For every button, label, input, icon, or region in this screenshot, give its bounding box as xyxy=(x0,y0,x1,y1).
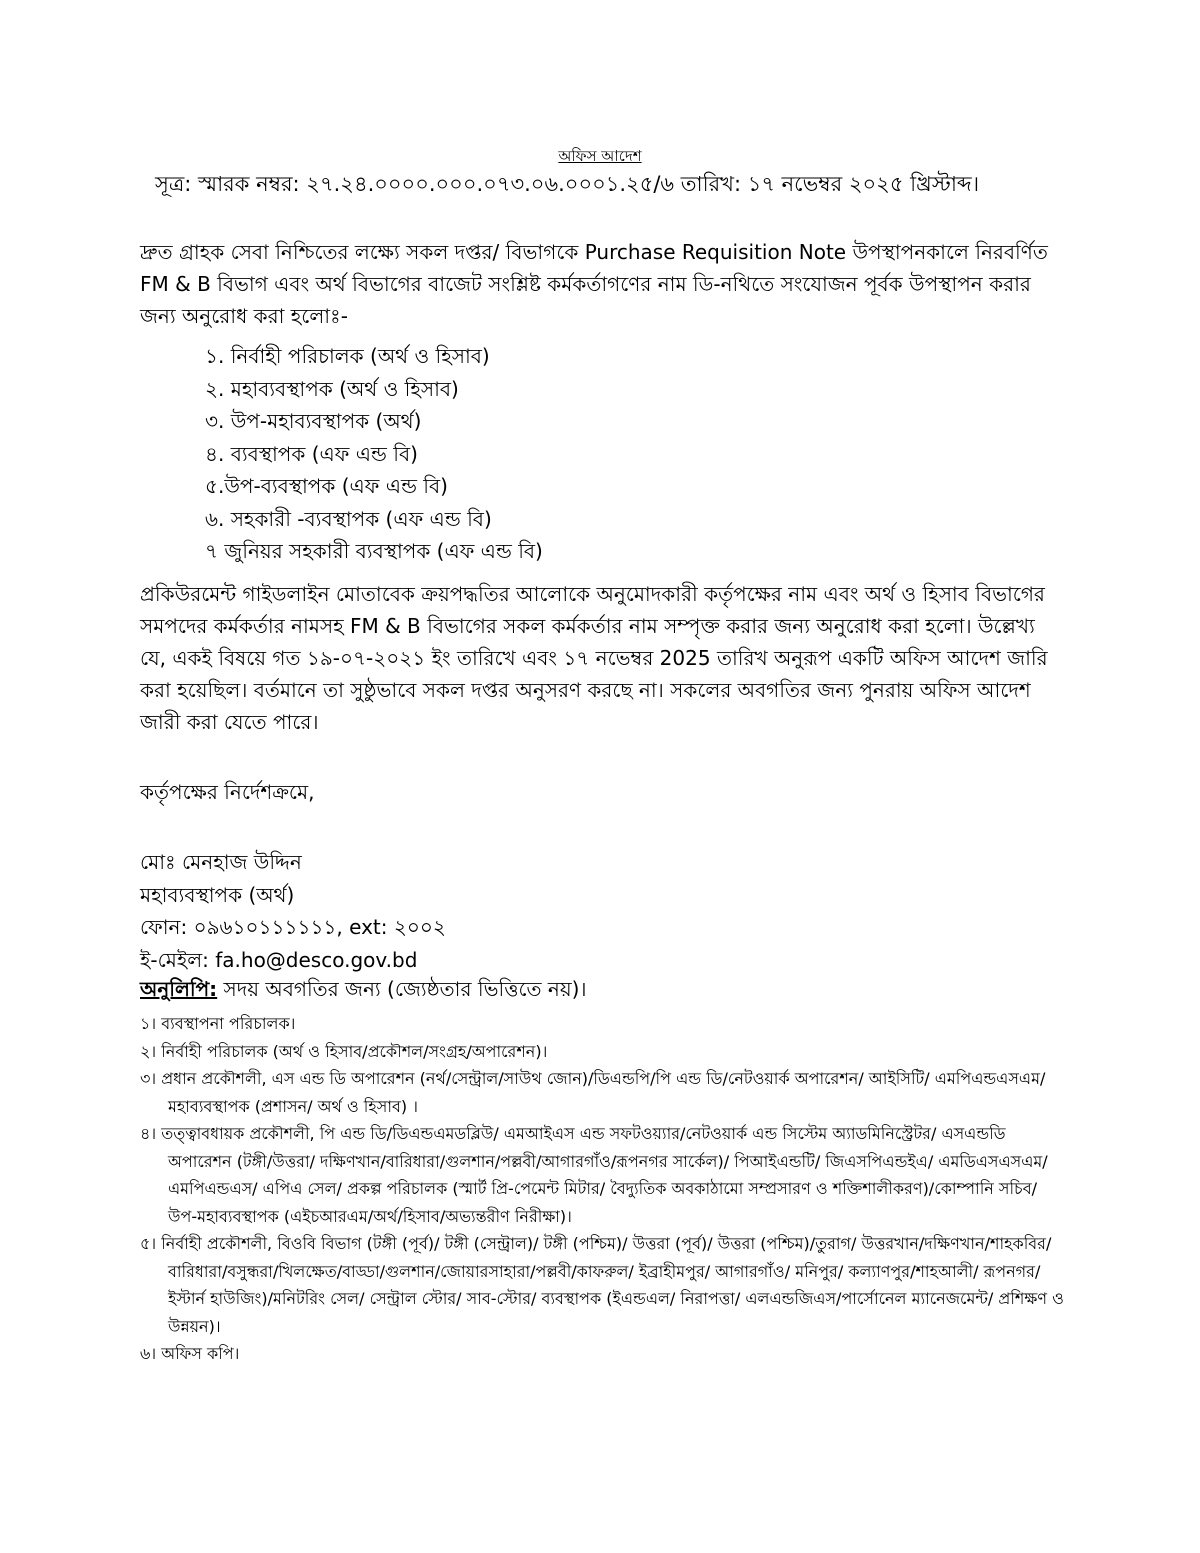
copy-item: ৩। প্রধান প্রকৌশলী, এস এন্ড ডি অপারেশন (নর্থ/সেন্ট্রাল/সাউথ জোন)/ডিএন্ডপি/পি এন্ড ডি/নেটওয়ার্ক অপারেশন/ আইসিটি/ এমপিএন্ডএসএম/মহাব্যবস্থাপক (প্রশাসন/ অর্থ ও হিসাব) । xyxy=(140,1069,1046,1116)
signatory-email: ই-মেইল: fa.ho@desco.gov.bd xyxy=(140,947,418,972)
copy-label: অনুলিপি: xyxy=(140,977,218,1001)
officer-item: ৫.উপ-ব্যবস্থাপক (এফ এন্ড বি) xyxy=(205,474,448,498)
copy-item: ২। নির্বাহী পরিচালক (অর্থ ও হিসাব/প্রকৌশল/সংগ্রহ/অপারেশন)। xyxy=(140,1041,548,1061)
copy-item: ৬। অফিস কপি। xyxy=(140,1344,240,1363)
officer-item: ২. মহাব্যবস্থাপক (অর্থ ও হিসাব) xyxy=(205,376,459,401)
officer-item: ৩. উপ-মহাব্যবস্থাপক (অর্থ) xyxy=(205,409,422,433)
officer-item: ৪. ব্যবস্থাপক (এফ এন্ড বি) xyxy=(205,441,418,466)
officer-item: ১. নির্বাহী পরিচালক (অর্থ ও হিসাব) xyxy=(205,344,490,368)
signatory-designation: মহাব্যবস্থাপক (অর্থ) xyxy=(140,882,295,907)
document-title-text: অফিস আদেশ xyxy=(558,147,642,165)
copy-item: ৪। তত্ত্বাবধায়ক প্রকৌশলী, পি এন্ড ডি/ডিএন্ডএমডব্লিউ/ এমআইএস এন্ড সফটওয়্যার/নেটওয়ার্ক এন্ড সিস্টেম অ্যাডমিনিস্ট্রেটর/ এসএন্ডডি অপারেশন (টঙ্গী/উত্তরা/ দক্ষিণখান/বারিধারা/গুলশান/পল্লবী/আগারগাঁও/রূপনগর সার্কেল)/ পিআইএন্ডটি/ জিএসপিএন্ডইএ/ এমডিএসএসএম/ এমপিএন্ডএস/ এপিএ সেল/ প্রকল্প পরিচালক (স্মার্ট প্রি-পেমেন্ট মিটার/ বৈদ্যুতিক অবকাঠামো সম্প্রসারণ ও শক্তিশালীকরণ)/কোম্পানি সচিব/ উপ-মহাব্যবস্থাপক (এইচআরএম/অর্থ/হিসাব/অভ্যন্তরীণ নিরীক্ষা)। xyxy=(140,1124,1048,1226)
copy-list xyxy=(140,1010,1070,1368)
reference-line: সূত্র: স্মারক নম্বর: ২৭.২৪.০০০০.০০০.০৭৩.০৬.০০০১.২৫/৬ তারিখ: ১৭ নভেম্বর ২০২৫ খ্রিস্টাব্দ। xyxy=(155,172,980,196)
instruction-paragraph: প্রকিউরমেন্ট গাইডলাইন মোতাবেক ক্রয়পদ্ধতির আলোকে অনুমোদকারী কর্তৃপক্ষের নাম এবং অর্থ ও হিসাব বিভাগের সমপদের কর্মকর্তার নামসহ FM & B বিভাগের সকল কর্মকর্তার নাম সম্পৃক্ত করার জন্য অনুরোধ করা হলো। উল্লেখ্য যে, একই বিষয়ে গত ১৯-০৭-২০২১ ইং তারিখে এবং ১৭ নভেম্বর 2025 তারিখ অনুরূপ একটি অফিস আদেশ জারি করা হয়েছিল। বর্তমানে তা সুষ্ঠুভাবে সকল দপ্তর অনুসরণ করছে না। সকলের অবগতির জন্য পুনরায় অফিস আদেশ জারী করা যেতে পারে। xyxy=(140,582,1048,734)
copy-item: ১। ব্যবস্থাপনা পরিচালক। xyxy=(140,1014,296,1033)
intro-paragraph: দ্রুত গ্রাহক সেবা নিশ্চিতের লক্ষ্যে সকল দপ্তর/ বিভাগকে Purchase Requisition Note উপস্থাপনকালে নিরবর্ণিত FM & B বিভাগ এবং অর্থ বিভাগের বাজেট সংশ্লিষ্ট কর্মকর্তাগণের নাম ডি-নথিতে সংযোজন পূর্বক উপস্থাপন করার জন্য অনুরোধ করা হলোঃ- xyxy=(140,240,1048,328)
copy-heading xyxy=(140,975,587,1008)
document-title xyxy=(0,145,1200,170)
closing-line: কর্তৃপক্ষের নির্দেশক্রমে, xyxy=(140,780,315,804)
copy-item: ৫। নির্বাহী প্রকৌশলী, বিওবি বিভাগ (টঙ্গী (পূর্ব)/ টঙ্গী (সেন্ট্রাল)/ টঙ্গী (পশ্চিম)/ উত্তরা (পূর্ব)/ উত্তরা (পশ্চিম)/তুরাগ/ উত্তরখান/দক্ষিণখান/শাহকবির/বারিধারা/বসুন্ধরা/খিলক্ষেত/বাড্ডা/গুলশান/জোয়ারসাহারা/পল্লবী/কাফরুল/ ইব্রাহীমপুর/ আগারগাঁও/ মনিপুর/ কল্যাণপুর/শাহআলী/ রূপনগর/ ইস্টার্ন হাউজিং)/মনিটরিং সেল/ সেন্ট্রাল স্টোর/ সাব-স্টোর/ ব্যবস্থাপক (ইএন্ডএল/ নিরাপত্তা/ এলএন্ডজিএস/পার্সোনেল ম্যানেজমেন্ট/ প্রশিক্ষণ ও উন্নয়ন)। xyxy=(140,1234,1064,1336)
officer-list xyxy=(205,340,543,568)
copy-note: সদয় অবগতির জন্য (জ্যেষ্ঠতার ভিত্তিতে নয়)। xyxy=(217,977,587,1001)
signature-block xyxy=(140,846,446,976)
signatory-name: মোঃ মেনহাজ উদ্দিন xyxy=(140,850,302,874)
officer-item: ৬. সহকারী -ব্যবস্থাপক (এফ এন্ড বি) xyxy=(205,506,492,531)
signatory-phone: ফোন: ০৯৬১০১১১১১১, ext: ২০০২ xyxy=(140,915,446,939)
officer-item: ৭ জুনিয়র সহকারী ব্যবস্থাপক (এফ এন্ড বি) xyxy=(205,539,543,563)
